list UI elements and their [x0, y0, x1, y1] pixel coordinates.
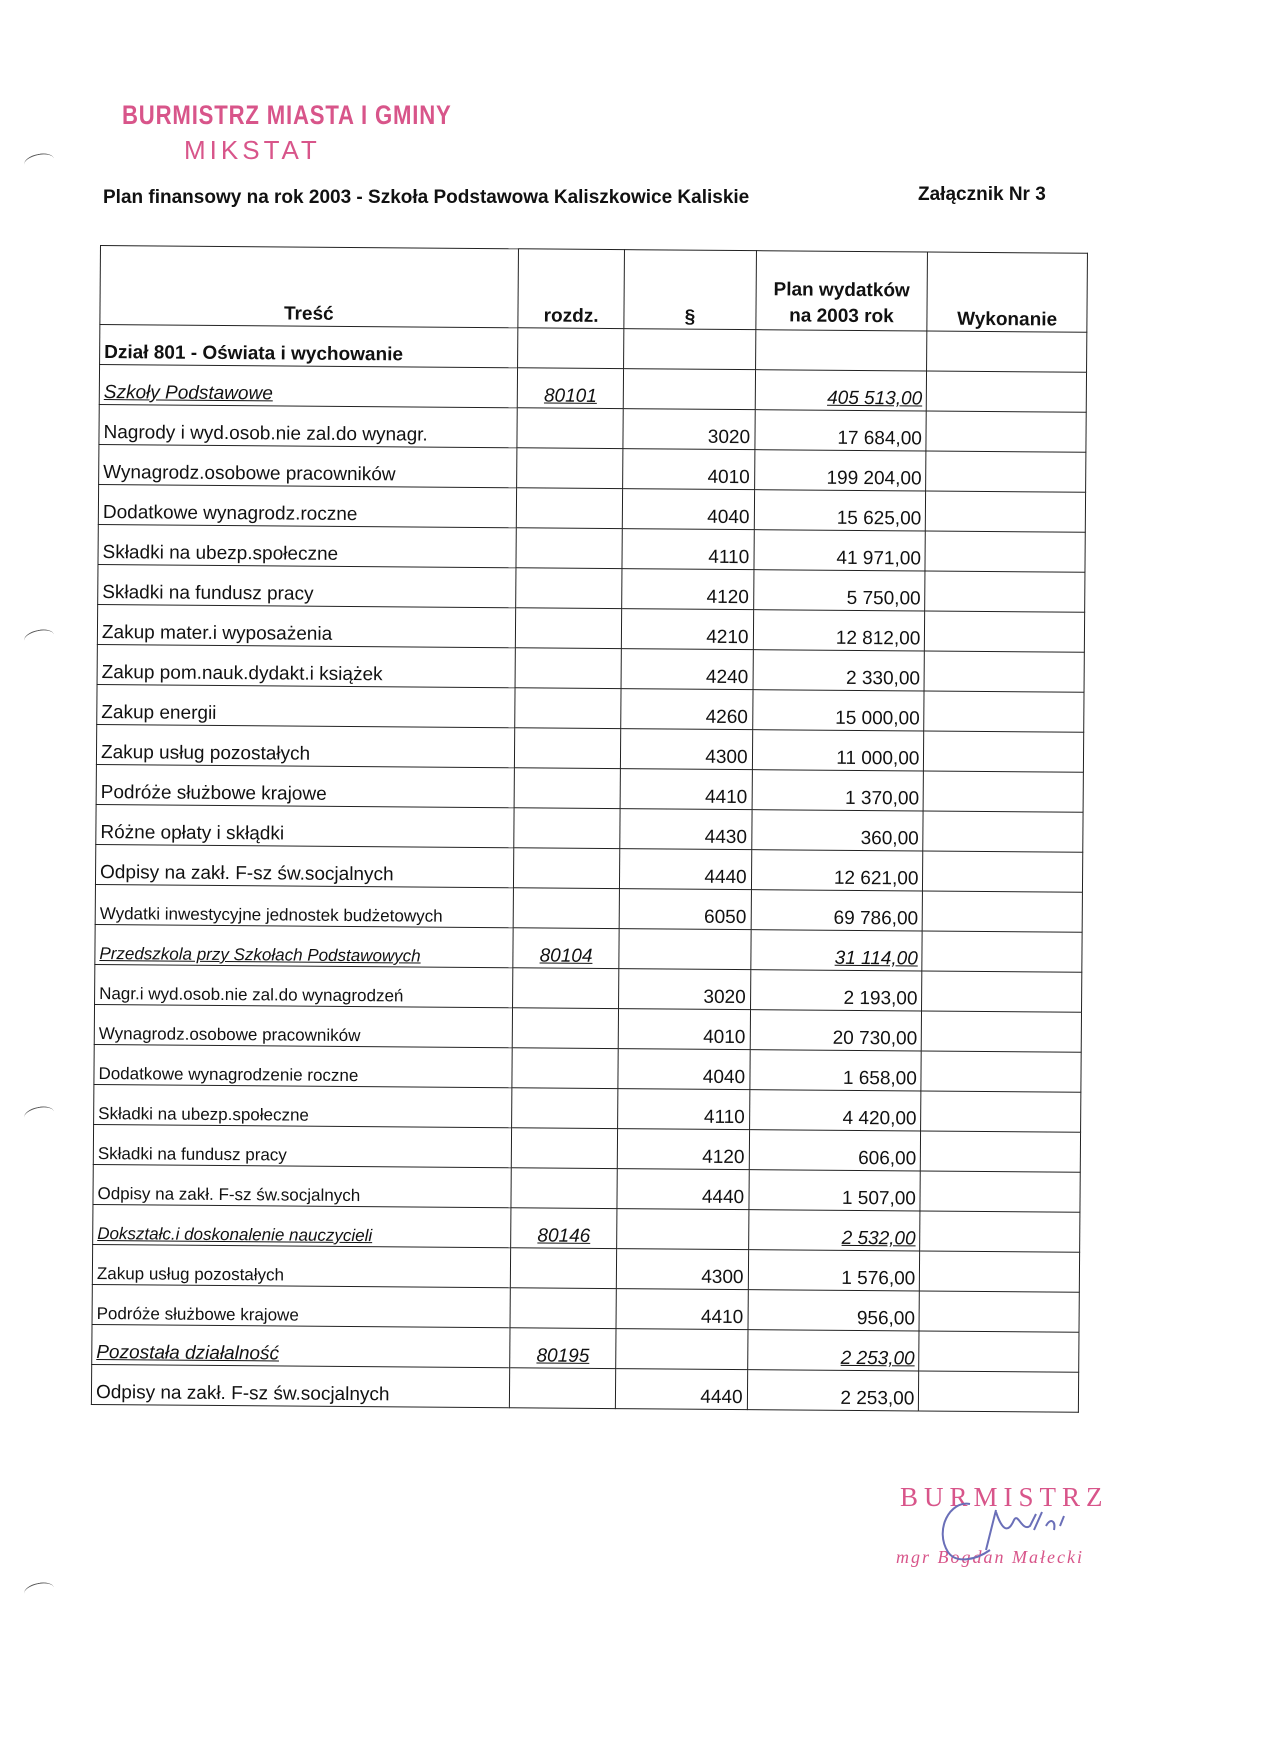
table-row	[96, 764, 1083, 812]
cell-paragraf: 4260	[621, 689, 752, 730]
stamp-name: mgr Bogdan Małecki	[896, 1547, 1084, 1567]
cell-rozdz	[511, 1128, 618, 1169]
cell-wykonanie	[926, 411, 1086, 452]
cell-rozdz	[513, 888, 620, 929]
cell-paragraf: 4240	[622, 649, 753, 690]
cell-tresc: Wynagrodz.osobowe pracowników	[99, 444, 517, 487]
table-row	[95, 884, 1082, 932]
cell-wykonanie	[919, 1291, 1079, 1332]
plan-header-line-1: Plan wydatków	[773, 279, 910, 302]
cell-plan	[755, 330, 927, 371]
cell-plan: 20 730,00	[750, 1010, 922, 1051]
cell-tresc: Składki na ubezp.społeczne	[94, 1084, 512, 1127]
cell-plan: 405 513,00	[755, 370, 927, 411]
cell-rozdz	[515, 568, 622, 609]
cell-rozdz	[512, 1048, 619, 1089]
cell-wykonanie	[926, 491, 1086, 532]
cell-tresc: Odpisy na zakł. F-sz św.socjalnych	[93, 1164, 511, 1207]
cell-plan: 2 193,00	[750, 970, 922, 1011]
cell-paragraf: 4110	[622, 529, 753, 570]
cell-paragraf: 4210	[622, 609, 753, 650]
cell-plan: 1 507,00	[749, 1170, 921, 1211]
cell-plan: 2 253,00	[747, 1370, 919, 1411]
punch-hole	[23, 1104, 55, 1125]
cell-rozdz	[515, 608, 622, 649]
division-row	[100, 325, 1087, 373]
table-row	[98, 484, 1085, 532]
section-row	[92, 1324, 1079, 1372]
cell-rozdz	[514, 808, 621, 849]
annex-label: Załącznik Nr 3	[918, 184, 1046, 205]
cell-rozdz	[511, 1168, 618, 1209]
cell-rozdz	[514, 728, 621, 769]
cell-tresc: Składki na ubezp.społeczne	[98, 524, 516, 567]
cell-rozdz	[509, 1368, 616, 1409]
table-row	[99, 444, 1086, 492]
column-header-plan	[755, 251, 927, 331]
table-row	[92, 1284, 1079, 1332]
cell-tresc: Zakup mater.i wyposażenia	[97, 604, 515, 647]
cell-plan: 1 370,00	[752, 770, 924, 811]
table-body	[91, 325, 1086, 1413]
cell-paragraf: 4110	[618, 1089, 749, 1130]
table-row	[92, 1244, 1079, 1292]
financial-plan-table	[91, 245, 1088, 1413]
cell-rozdz	[515, 648, 622, 689]
table-row	[98, 524, 1085, 572]
plan-header-line-2: na 2003 rok	[789, 305, 894, 328]
cell-wykonanie	[925, 611, 1085, 652]
cell-tresc: Składki na fundusz pracy	[98, 564, 516, 607]
cell-rozdz	[513, 848, 620, 889]
cell-plan: 4 420,00	[749, 1090, 921, 1131]
cell-paragraf: 4410	[621, 769, 752, 810]
cell-wykonanie	[924, 731, 1084, 772]
cell-tresc: Zakup pom.nauk.dydakt.i książek	[97, 644, 515, 687]
column-header-rozdz: rozdz.	[518, 249, 625, 329]
cell-paragraf: 6050	[620, 889, 751, 930]
cell-tresc: Podróże służbowe krajowe	[96, 764, 514, 807]
cell-paragraf: 4440	[620, 849, 751, 890]
cell-wykonanie	[921, 1091, 1081, 1132]
section-row	[93, 1204, 1080, 1252]
cell-plan: 2 330,00	[753, 650, 925, 691]
cell-rozdz	[512, 968, 619, 1009]
cell-wykonanie	[925, 531, 1085, 572]
cell-rozdz	[517, 408, 624, 449]
cell-rozdz	[516, 488, 623, 529]
punch-hole	[23, 151, 55, 172]
cell-paragraf: 4040	[618, 1049, 749, 1090]
column-header-wykonanie: Wykonanie	[927, 252, 1087, 332]
cell-paragraf	[624, 369, 755, 410]
cell-plan: 360,00	[751, 810, 923, 851]
cell-paragraf: 4300	[621, 729, 752, 770]
cell-paragraf: 4010	[623, 449, 754, 490]
table-row	[95, 844, 1082, 892]
cell-tresc: Dział 801 - Oświata i wychowanie	[100, 325, 518, 368]
cell-wykonanie	[922, 971, 1082, 1012]
cell-rozdz	[514, 688, 621, 729]
table-row	[96, 724, 1083, 772]
column-header-tresc: Treść	[100, 246, 518, 328]
cell-tresc: Odpisy na zakł. F-sz św.socjalnych	[95, 844, 513, 887]
cell-wykonanie	[922, 931, 1082, 972]
table-row	[94, 1004, 1081, 1052]
cell-paragraf: 3020	[623, 409, 754, 450]
cell-rozdz: 80146	[510, 1208, 617, 1249]
cell-paragraf: 4120	[622, 569, 753, 610]
table-row	[93, 1124, 1080, 1172]
cell-tresc: Nagr.i wyd.osob.nie zal.do wynagrodzeń	[95, 964, 513, 1007]
cell-wykonanie	[924, 651, 1084, 692]
cell-rozdz: 80101	[517, 368, 624, 409]
cell-paragraf: 4040	[623, 489, 754, 530]
table-row	[99, 404, 1086, 452]
cell-rozdz	[511, 1088, 618, 1129]
cell-paragraf: 4410	[616, 1289, 747, 1330]
document-title: Plan finansowy na rok 2003 - Szkoła Podstawowa Kaliszkowice Kaliskie	[103, 187, 750, 208]
cell-plan: 2 253,00	[747, 1330, 919, 1371]
cell-plan: 12 621,00	[751, 850, 923, 891]
cell-plan: 199 204,00	[754, 450, 926, 491]
cell-wykonanie	[922, 1011, 1082, 1052]
section-row	[99, 365, 1086, 413]
cell-rozdz	[517, 328, 624, 369]
cell-tresc: Dodatkowe wynagrodz.roczne	[98, 484, 516, 527]
table-row	[94, 1084, 1081, 1132]
cell-tresc: Nagrody i wyd.osob.nie zal.do wynagr.	[99, 404, 517, 447]
cell-rozdz: 80195	[509, 1328, 616, 1369]
cell-plan: 2 532,00	[748, 1210, 920, 1251]
section-row	[95, 924, 1082, 972]
cell-paragraf: 4010	[619, 1009, 750, 1050]
cell-paragraf: 4120	[618, 1129, 749, 1170]
cell-paragraf: 4440	[616, 1369, 747, 1410]
cell-tresc: Zakup usług pozostałych	[92, 1244, 510, 1287]
cell-paragraf	[624, 329, 755, 370]
cell-wykonanie	[921, 1131, 1081, 1172]
table-header-row	[100, 246, 1088, 333]
punch-hole	[23, 1580, 55, 1601]
cell-plan: 12 812,00	[753, 610, 925, 651]
cell-paragraf	[616, 1329, 747, 1370]
table-row	[96, 804, 1083, 852]
cell-tresc: Zakup usług pozostałych	[96, 724, 514, 767]
cell-plan: 41 971,00	[754, 530, 926, 571]
punch-hole	[23, 627, 55, 648]
cell-tresc: Różne opłaty i skłądki	[96, 804, 514, 847]
cell-rozdz	[516, 528, 623, 569]
cell-tresc: Szkoły Podstawowe	[99, 365, 517, 408]
table-row	[98, 564, 1085, 612]
mayor-office-stamp	[122, 100, 524, 166]
cell-rozdz	[514, 768, 621, 809]
table-row	[94, 1044, 1081, 1092]
cell-wykonanie	[927, 371, 1087, 412]
cell-tresc: Zakup energii	[97, 684, 515, 727]
cell-tresc: Przedszkola przy Szkołach Podstawowych	[95, 924, 513, 967]
cell-wykonanie	[925, 571, 1085, 612]
cell-plan: 69 786,00	[751, 890, 923, 931]
cell-paragraf	[617, 1209, 748, 1250]
cell-tresc: Wynagrodz.osobowe pracowników	[94, 1004, 512, 1047]
cell-rozdz	[516, 448, 623, 489]
cell-wykonanie	[920, 1171, 1080, 1212]
cell-tresc: Dodatkowe wynagrodzenie roczne	[94, 1044, 512, 1087]
cell-wykonanie	[926, 451, 1086, 492]
cell-plan: 1 576,00	[748, 1250, 920, 1291]
cell-paragraf: 3020	[619, 969, 750, 1010]
cell-paragraf: 4300	[617, 1249, 748, 1290]
cell-plan: 11 000,00	[752, 730, 924, 771]
cell-tresc: Pozostała działalność	[92, 1324, 510, 1367]
cell-plan: 1 658,00	[749, 1050, 921, 1091]
cell-paragraf: 4430	[620, 809, 751, 850]
stamp-line-1: BURMISTRZ MIASTA I GMINY	[122, 100, 452, 130]
table-row	[97, 644, 1084, 692]
cell-plan: 956,00	[748, 1290, 920, 1331]
column-header-paragraf: §	[624, 250, 756, 330]
cell-plan: 31 114,00	[750, 930, 922, 971]
cell-plan: 5 750,00	[753, 570, 925, 611]
handwritten-signature	[930, 1490, 1090, 1580]
table-row	[95, 964, 1082, 1012]
cell-plan: 606,00	[749, 1130, 921, 1171]
cell-tresc: Odpisy na zakł. F-sz św.socjalnych	[91, 1364, 509, 1407]
cell-tresc: Składki na fundusz pracy	[93, 1124, 511, 1167]
cell-plan: 15 000,00	[752, 690, 924, 731]
cell-wykonanie	[919, 1371, 1079, 1412]
cell-wykonanie	[923, 811, 1083, 852]
cell-wykonanie	[923, 771, 1083, 812]
cell-paragraf	[619, 929, 750, 970]
table-row	[91, 1364, 1078, 1412]
cell-plan: 15 625,00	[754, 490, 926, 531]
cell-plan: 17 684,00	[755, 410, 927, 451]
cell-wykonanie	[923, 851, 1083, 892]
cell-paragraf: 4440	[617, 1169, 748, 1210]
cell-wykonanie	[923, 891, 1083, 932]
cell-wykonanie	[921, 1051, 1081, 1092]
cell-tresc: Podróże służbowe krajowe	[92, 1284, 510, 1327]
cell-tresc: Wydatki inwestycyjne jednostek budżetowych	[95, 884, 513, 927]
stamp-title: BURMISTRZ	[900, 1482, 1109, 1512]
cell-rozdz	[510, 1288, 617, 1329]
table-row	[93, 1164, 1080, 1212]
cell-wykonanie	[920, 1251, 1080, 1292]
cell-rozdz: 80104	[513, 928, 620, 969]
table-row	[97, 604, 1084, 652]
cell-wykonanie	[927, 331, 1087, 372]
cell-rozdz	[510, 1248, 617, 1289]
cell-wykonanie	[919, 1331, 1079, 1372]
cell-tresc: Dokształc.i doskonalenie nauczycieli	[93, 1204, 511, 1247]
cell-rozdz	[512, 1008, 619, 1049]
stamp-line-2: MIKSTAT	[184, 135, 321, 165]
cell-wykonanie	[920, 1211, 1080, 1252]
cell-wykonanie	[924, 691, 1084, 732]
